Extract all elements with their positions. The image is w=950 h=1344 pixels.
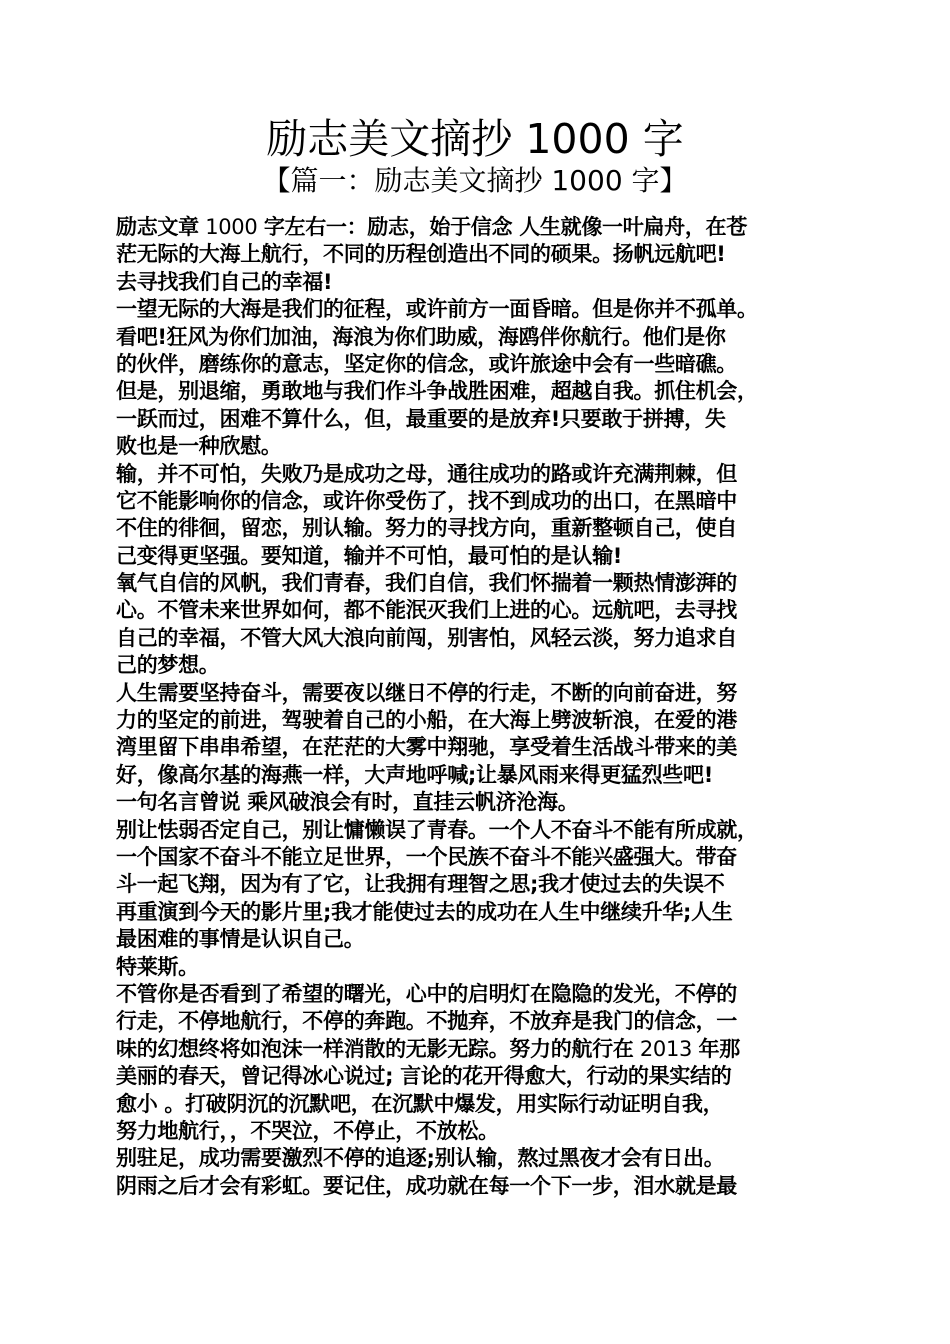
- body-text-line: [116, 1036, 846, 1063]
- body-text-line: [116, 954, 846, 981]
- body-text-line: [116, 981, 846, 1008]
- body-text-line: [116, 762, 846, 789]
- body-text-line: [116, 1145, 846, 1172]
- body-text-segment: 不管你是否看到了希望的曙光，心中的启明灯在隐隐的发光，不停的: [116, 981, 737, 1006]
- body-text-segment: 败也是一种欣慰。: [116, 434, 282, 459]
- body-text-line: [116, 597, 846, 624]
- body-text-line: [116, 789, 846, 816]
- body-text-line: [116, 324, 846, 351]
- body-text-segment: 输，并不可怕，失败乃是成功之母，通往成功的路或许充满荆棘，但: [116, 461, 737, 486]
- body-text-line: [116, 926, 846, 953]
- document-body: [116, 214, 846, 1200]
- body-text-line: [116, 1173, 846, 1200]
- body-text-segment: 最困难的事情是认识自己。: [116, 927, 365, 952]
- body-text-segment: 美丽的春天，曾记得冰心说过; 言论的花开得愈大，行动的果实结的: [116, 1064, 732, 1089]
- body-text-segment: 自己的幸福，不管大风大浪向前闯，别害怕，风轻云淡，努力追求自: [116, 625, 737, 650]
- body-text-segment: 但是，别退缩，勇敢地与我们作斗争战胜困难，超越自我。抓住机会，: [116, 379, 758, 404]
- body-text-line: [116, 378, 846, 405]
- body-text-line: [116, 269, 846, 296]
- body-text-line: [116, 1008, 846, 1035]
- body-text-segment: 2013: [633, 1036, 699, 1061]
- body-text-line: [116, 515, 846, 542]
- body-text-line: [116, 1091, 846, 1118]
- body-text-segment: 一句名言曾说 乘风破浪会有时，直挂云帆济沧海。: [116, 790, 579, 815]
- body-text-segment: 它不能影响你的信念，或许你受伤了，找不到成功的出口，在黑暗中: [116, 488, 737, 513]
- body-text-segment: 1000: [198, 215, 264, 239]
- body-text-segment: 好，像高尔基的海燕一样，大声地呼喊;让暴风雨来得更猛烈些吧!: [116, 762, 713, 787]
- body-text-line: [116, 488, 846, 515]
- body-text-segment: 人生需要坚持奋斗，需要夜以继日不停的行走，不断的向前奋进，努: [116, 680, 737, 705]
- body-text-line: [116, 680, 846, 707]
- body-text-line: [116, 461, 846, 488]
- body-text-line: [116, 899, 846, 926]
- body-text-segment: 再重演到今天的影片里;我才能使过去的成功在人生中继续升华;人生: [116, 899, 733, 924]
- body-text-segment: 己变得更坚强。要知道，输并不可怕，最可怕的是认输!: [116, 543, 623, 568]
- body-text-segment: 一个国家不奋斗不能立足世界，一个民族不奋斗不能兴盛强大。带奋: [116, 844, 737, 869]
- body-text-line: [116, 570, 846, 597]
- body-text-line: [116, 543, 846, 570]
- body-text-line: [116, 625, 846, 652]
- body-text-segment: 不住的徘徊，留恋，别认输。努力的寻找方向，重新整顿自己，使自: [116, 516, 737, 541]
- body-text-line: [116, 817, 846, 844]
- body-text-line: [116, 433, 846, 460]
- body-text-line: [116, 844, 846, 871]
- body-text-segment: 愈小 。打破阴沉的沉默吧，在沉默中爆发，用实际行动证明自我，: [116, 1091, 724, 1116]
- body-text-segment: 的伙伴，磨练你的意志，坚定你的信念，或许旅途中会有一些暗礁。: [116, 351, 737, 376]
- body-text-line: [116, 871, 846, 898]
- body-text-line: [116, 406, 846, 433]
- body-text-segment: 行走，不停地航行，不停的奔跑。不抛弃，不放弃是我门的信念，一: [116, 1009, 737, 1034]
- body-text-segment: 一跃而过，困难不算什么，但，最重要的是放弃!只要敢于拼搏，失: [116, 406, 726, 431]
- body-text-line: [116, 734, 846, 761]
- body-text-line: [116, 214, 846, 241]
- body-text-segment: 己的梦想。: [116, 653, 220, 678]
- body-text-segment: 一望无际的大海是我们的征程，或许前方一面昏暗。但是你并不孤单。: [116, 297, 758, 322]
- body-text-segment: 励志文章: [116, 215, 199, 239]
- body-text-line: [116, 1118, 846, 1145]
- body-text-segment: 斗一起飞翔，因为有了它，让我拥有理智之思;我才使过去的失误不: [116, 872, 725, 897]
- body-text-segment: 力的坚定的前进，驾驶着自己的小船，在大海上劈波斩浪，在爱的港: [116, 708, 737, 733]
- body-text-segment: 特莱斯。: [116, 954, 199, 979]
- body-text-segment: 别驻足，成功需要激烈不停的追逐;别认输，熬过黑夜才会有日出。: [116, 1146, 725, 1171]
- body-text-segment: 湾里留下串串希望，在茫茫的大雾中翔驰，享受着生活战斗带来的美: [116, 735, 737, 760]
- document-title: 励志美文摘抄 1000 字: [266, 115, 684, 163]
- document-subtitle: 【篇一：励志美文摘抄 1000 字】: [262, 164, 688, 197]
- body-text-line: [116, 652, 846, 679]
- body-text-segment: 去寻找我们自己的幸福!: [116, 269, 333, 294]
- body-text-segment: 味的幻想终将如泡沫一样消散的无影无踪。努力的航行在: [116, 1036, 634, 1061]
- body-text-line: [116, 296, 846, 323]
- body-text-segment: 字左右一：励志，始于信念 人生就像一叶扁舟，在苍: [263, 215, 747, 239]
- body-text-segment: 看吧!狂风为你们加油，海浪为你们助威，海鸥伴你航行。他们是你: [116, 324, 726, 349]
- body-text-segment: 年那: [698, 1036, 740, 1061]
- body-text-segment: 努力地航行，，不哭泣，不停止，不放松。: [116, 1118, 499, 1143]
- body-text-line: [116, 1063, 846, 1090]
- body-text-segment: 氧气自信的风帆，我们青春，我们自信，我们怀揣着一颗热情澎湃的: [116, 571, 737, 596]
- body-text-segment: 阴雨之后才会有彩虹。要记住，成功就在每一个下一步，泪水就是最: [116, 1173, 737, 1198]
- body-text-segment: 茫无际的大海上航行，不同的历程创造出不同的硕果。扬帆远航吧!: [116, 242, 726, 267]
- body-text-line: [116, 707, 846, 734]
- body-text-segment: 别让怯弱否定自己，别让慵懒误了青春。一个人不奋斗不能有所成就，: [116, 817, 758, 842]
- body-text-line: [116, 351, 846, 378]
- body-text-segment: 心。不管未来世界如何，都不能泯灭我们上进的心。远航吧，去寻找: [116, 598, 737, 623]
- body-text-line: [116, 241, 846, 268]
